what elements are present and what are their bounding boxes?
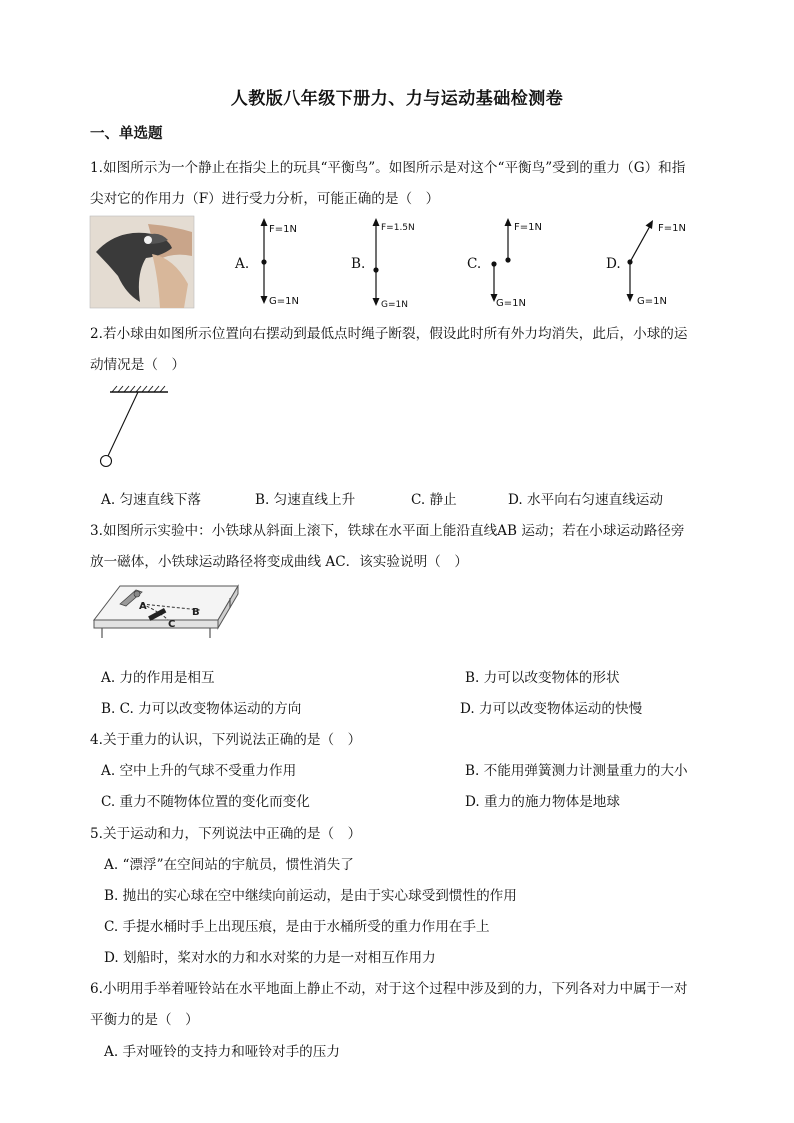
diagram-b-gravity-label: G=1N xyxy=(381,300,408,310)
q5-option-b: B. 抛出的实心球在空中继续向前运动，是由于实心球受到惯性的作用 xyxy=(104,888,517,904)
q2-option-c: C. 静止 xyxy=(411,492,457,508)
q5-option-c: C. 手提水桶时手上出现压痕，是由于水桶所受的重力作用在手上 xyxy=(104,919,490,935)
q6-option-a: A. 手对哑铃的支持力和哑铃对手的压力 xyxy=(104,1044,340,1060)
q4-option-a: A. 空中上升的气球不受重力作用 xyxy=(101,763,297,779)
q3-stem-line1: 3.如图所示实验中：小铁球从斜面上滚下，铁球在水平面上能沿直线AB 运动；若在小球运动路径旁 xyxy=(90,523,685,539)
diagram-a-force-label: F=1N xyxy=(269,224,297,235)
diagram-a xyxy=(234,218,299,307)
q1-stem-line1: 1.如图所示为一个静止在指尖上的玩具“平衡鸟”。如图所示是对这个“平衡鸟”受到的重力（G）和指 xyxy=(90,160,686,176)
q2-stem-line1: 2.若小球由如图所示位置向右摆动到最低点时绳子断裂，假设此时所有外力均消失，此后，小球的运 xyxy=(90,326,688,342)
diagram-a-label: A. xyxy=(235,256,250,272)
q6-stem-line2: 平衡力的是（ ） xyxy=(90,1012,199,1028)
diagram-c-force-label: F=1N xyxy=(514,222,542,233)
q5-stem: 5.关于运动和力，下列说法中正确的是（ ） xyxy=(90,826,362,842)
q2-option-a: A. 匀速直线下落 xyxy=(101,492,202,508)
q3-option-d: D. 力可以改变物体运动的快慢 xyxy=(460,701,643,717)
diagram-c xyxy=(467,218,542,309)
q3-option-b: B. 力可以改变物体的形状 xyxy=(465,670,620,686)
diagram-a-gravity-label: G=1N xyxy=(269,296,299,307)
diagram-c-gravity-label: G=1N xyxy=(496,298,526,309)
label-c: C xyxy=(168,619,176,630)
diagram-b xyxy=(351,218,415,310)
q3-stem-line2: 放一磁体，小铁球运动路径将变成曲线 AC．该实验说明（ ） xyxy=(90,554,468,570)
q1-stem-line2: 尖对它的作用力（F）进行受力分析，可能正确的是（ ） xyxy=(90,191,440,207)
label-a: A xyxy=(139,601,147,612)
diagram-c-label: C. xyxy=(467,256,482,272)
section-heading: 一、单选题 xyxy=(90,125,163,142)
q3-option-c: B. C. 力可以改变物体运动的方向 xyxy=(101,701,302,717)
page-title: 人教版八年级下册力、力与运动基础检测卷 xyxy=(230,89,564,109)
diagram-d xyxy=(606,220,686,307)
q4-option-c: C. 重力不随物体位置的变化而变化 xyxy=(101,794,310,810)
q3-option-a: A. 力的作用是相互 xyxy=(101,670,215,686)
diagram-d-force-label: F=1N xyxy=(658,223,686,234)
q2-option-d: D. 水平向右匀速直线运动 xyxy=(508,492,663,508)
q2-stem-line2: 动情况是（ ） xyxy=(90,357,186,373)
q4-option-b: B. 不能用弹簧测力计测量重力的大小 xyxy=(465,763,688,779)
q6-stem-line1: 6.小明用手举着哑铃站在水平地面上静止不动，对于这个过程中涉及到的力，下列各对力中属于一对 xyxy=(90,981,688,997)
q4-stem: 4.关于重力的认识，下列说法正确的是（ ） xyxy=(90,732,362,748)
q1-figure xyxy=(88,214,708,314)
balance-bird-photo xyxy=(90,216,194,308)
q4-option-d: D. 重力的施力物体是地球 xyxy=(465,794,620,810)
diagram-d-gravity-label: G=1N xyxy=(637,296,667,307)
incline-magnet-figure xyxy=(90,582,240,644)
q5-option-a: A. “漂浮”在空间站的宇航员，惯性消失了 xyxy=(104,857,354,873)
label-b: B xyxy=(192,607,200,618)
q2-option-b: B. 匀速直线上升 xyxy=(255,492,356,508)
diagram-b-force-label: F=1.5N xyxy=(381,223,415,233)
diagram-d-label: D. xyxy=(606,256,621,272)
diagram-b-label: B. xyxy=(351,256,366,272)
q5-option-d: D. 划船时，桨对水的力和水对桨的力是一对相互作用力 xyxy=(104,950,436,966)
pendulum-figure xyxy=(92,384,172,474)
